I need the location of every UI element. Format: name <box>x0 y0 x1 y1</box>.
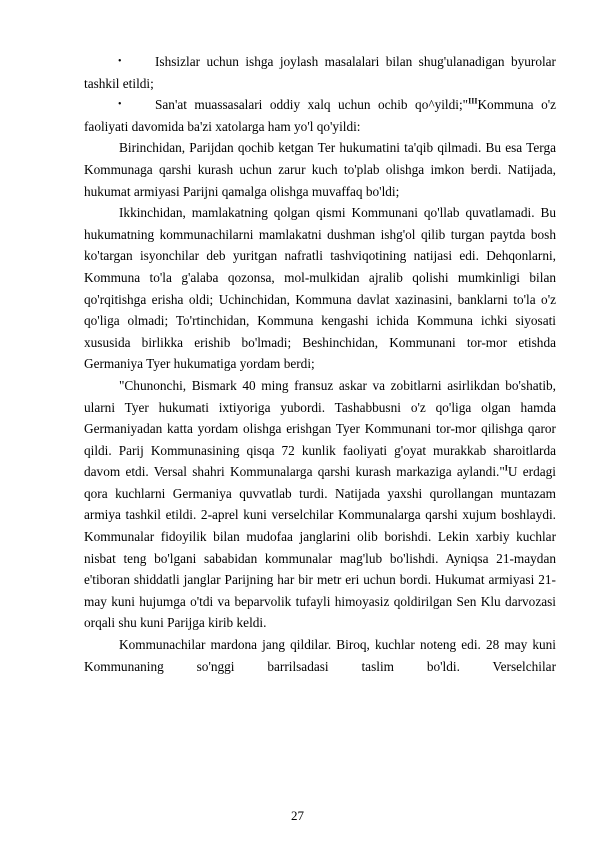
footnote-ref: I <box>504 463 508 473</box>
paragraph: Kommunachilar mardona jang qildilar. Biroq, kuchlar noteng edi. 28 may kuni Kommunaning so'nggi barrilsadasi taslim bo'ldi. Verselchilar <box>84 637 556 674</box>
bullet-icon: • <box>118 56 122 67</box>
bullet-item <box>84 51 556 94</box>
bullet-icon: • <box>118 99 122 111</box>
footnote-ref: III <box>468 96 478 106</box>
bullet-text: Ishsizlar uchun ishga joylash masalalari bilan shug'ulanadigan byurolar tashkil etildi; <box>84 54 556 91</box>
page-number: 27 <box>291 808 304 823</box>
paragraph: Ikkinchidan, mamlakatning qolgan qismi Kommunani qo'llab quvatlamadi. Bu hukumatning kommunachilarni mamlakatni dushman ishg'ol qilib turgan paytda bosh ko'targan isyonchilar deb yuritgan nafratli tashviqotining natijasi edi. Dehqonlarni, Kommuna to'la g'alaba qozonsa, mol-mulkidan ajralib qolishi mumkinligi bilan qo'rqitishga erisha oldi; Uchinchidan, Kommuna davlat xazinasini, banklarni to'la o'z qo'liga olmadi; To'rtinchidan, Kommuna kengashi ichida Kommuna ichki siyosati xususida birlikka erishib bo'lmadi; Beshinchidan, Kommunani tor-mor etishda Germaniya Tyer hukumatiga yordam berdi; <box>84 205 556 372</box>
bullet-text: San'at muassasalari oddiy xalq uchun ochib qo^yildi;"$^{III}$Kommuna o'z faoliyati davomida ba'zi xatolarga ham yo'l qo'yildi: <box>84 96 557 134</box>
paragraph: Birinchidan, Parijdan qochib ketgan Ter hukumatini ta'qib qilmadi. Bu esa Terga Kommunaga qarshi kurash uchun zarur kuch to'plab olishga imkon berdi. Natijada, hukumat armiyasi Parijni qamalga olishga muvaffaq bo'ldi; <box>84 140 556 199</box>
bullet-item <box>84 94 556 137</box>
document-page <box>84 51 556 677</box>
paragraph: "Chunonchi, Bismark 40 ming fransuz askar va zobitlarni asirlikdan bo'shatib, ularni Tyer hukumati ixtiyoriga yubordi. Tashabbusni o'z qo'liga olgan hamda Germaniyadan katta yordam olishga erishgan Tyer Kommunani tor-mor qilishga qaror qildi. Parij Kommunasining qisqa 72 kunlik faoliyati g'oyat murakkab sharoitlarda davom etdi. Versal shahri Kommunalarga qarshi kurash markaziga aylandi."$^I$U erdagi qora kuchlarni Germaniya quvvatlab turdi. Natijada yaxshi qurollangan muntazam armiya tashkil etildi. 2-aprel kuni verselchilar Kommunalarga qarshi xujum boshlaydi. Kommunalar fidoyilik bilan mudofaa janglarini olib borishdi. Lekin xarbiy kuchlar nisbat teng bo'lgani sababidan kommunalar mag'lub bo'lishdi. Ayniqsa 21-maydan e'tiboran shiddatli janglar Parijning har bir metr eri uchun bordi. Hukumat armiyasi 21- may kuni hujumga o'tdi va beparvolik tufayli himoyasiz qoldirilgan Sen Klu darvozasi orqali shu kuni Parijga kirib keldi. <box>84 377 556 631</box>
